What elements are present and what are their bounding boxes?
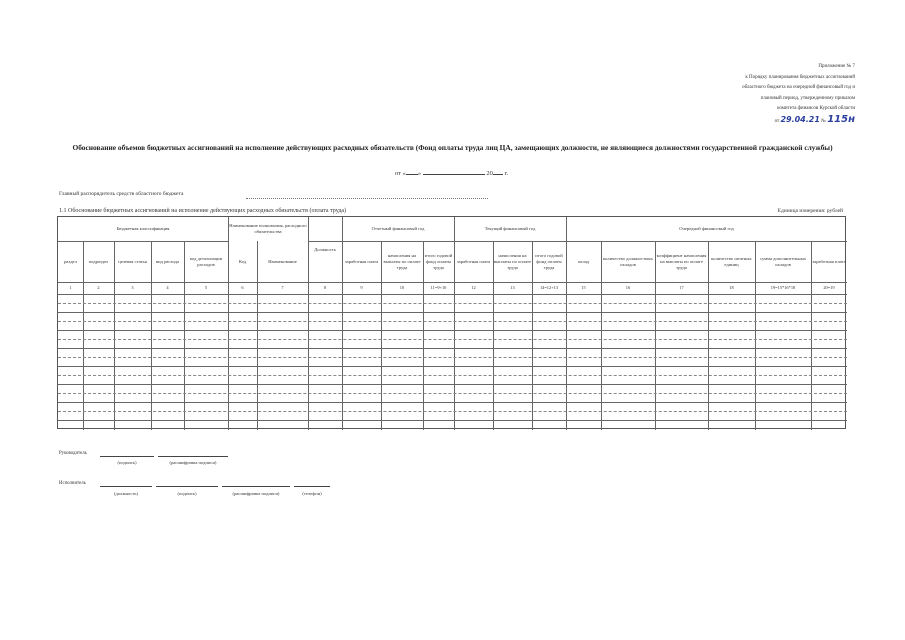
subheader-total-fund: итого годовой фонд оплаты труда [535, 252, 563, 270]
header-budget-classification: Бюджетная классификация [116, 226, 170, 231]
head-signature-caption: (подпись) [117, 460, 137, 465]
subheader-accruals: начисления на выплаты по оплате труда [493, 252, 532, 270]
grid-hline [58, 321, 847, 322]
head-name-caption: (расшифровка подписи) [169, 460, 217, 465]
column-number: 13 [510, 285, 515, 290]
header-current-year: Текущий финансовый год [484, 226, 536, 231]
column-number: 1 [69, 285, 72, 290]
column-number: 10 [399, 285, 405, 290]
subheader-salary: заработная плата [812, 258, 846, 264]
executor-position-caption: (должность) [113, 491, 139, 496]
manager-label: Главный распорядитель средств областного бюджета [59, 191, 184, 197]
grid-hline [58, 339, 847, 340]
executor-signature-line [156, 486, 218, 487]
header-position: Должность [314, 246, 336, 252]
approval-line: к Порядку планирования бюджетных ассигнований [745, 74, 855, 80]
column-number: 15 [581, 285, 586, 290]
subheader-name: Наименование [268, 258, 297, 264]
approval-line: Приложение № 7 [818, 64, 855, 69]
column-number: 16 [625, 285, 631, 290]
head-label: Руководитель [59, 451, 87, 456]
subheader-accrual-coefficient: коэффициент начисления на выплаты по оплате труда [656, 252, 707, 270]
grid-hline [58, 357, 847, 358]
executor-phone-caption: (телефон) [302, 491, 322, 496]
header-reporting-year: Отчетный финансовый год [371, 226, 425, 231]
subheader-base-salary: оклад [577, 258, 590, 264]
grid-hline [58, 375, 847, 376]
head-name-line [158, 456, 228, 457]
grid-hline [58, 348, 847, 349]
grid-hline [58, 402, 847, 403]
units-label: Единица измерения: рублей [777, 208, 843, 214]
subheader-additional-salaries: сумма дополнительных окладов [760, 255, 806, 267]
subheader-subsection: подраздел [88, 258, 109, 264]
column-number: 4 [166, 285, 169, 290]
head-signature-line [100, 456, 154, 457]
subheader-salary: заработная плата [456, 258, 491, 264]
approval-line: областного бюджета на очередной финансовый год и [742, 85, 855, 90]
header-obligation-name: Наименование полномочия, расходного обязательства [229, 223, 307, 234]
header-next-year: Очередной финансовый год [679, 226, 734, 231]
executor-label: Исполнитель [59, 481, 86, 486]
grid-hline [58, 366, 847, 367]
approval-line: комитета финансов Курской области [777, 106, 855, 111]
document-date-line [395, 168, 508, 177]
subheader-staff-units: количество штатных единиц [711, 255, 752, 267]
column-number: 11=9+10 [430, 285, 447, 290]
executor-signature-caption: (подпись) [177, 491, 197, 496]
subheader-code: Код [238, 258, 247, 264]
column-number: 3 [131, 285, 134, 290]
subheader-total-fund: итого годовой фонд оплаты труда [424, 252, 453, 270]
approval-date: 29.04.21 [780, 114, 820, 124]
column-number: 8 [323, 285, 327, 290]
approval-block [690, 62, 855, 127]
column-number: 17 [679, 285, 684, 290]
date-month-blank [423, 168, 485, 175]
subheader-section: раздел [64, 258, 77, 264]
grid-hline [58, 384, 847, 385]
grid-hline [58, 411, 847, 412]
date-year-blank [493, 168, 503, 175]
date-day-blank [406, 168, 418, 175]
subheader-salary: заработная плата [344, 258, 379, 264]
approval-number-prefix: № [821, 118, 826, 124]
grid-hline [58, 294, 847, 295]
grid-hline [58, 312, 847, 313]
column-number: 6 [241, 285, 244, 290]
column-number: 2 [97, 285, 100, 290]
section-title: 1.1 Обоснование бюджетных ассигнований на исполнение действующих расходных обязательств (оплата труда) [59, 208, 347, 214]
budget-table [57, 216, 846, 429]
approval-date-prefix: от [774, 118, 780, 124]
approval-line: плановый период, утвержденному приказом [760, 95, 855, 101]
column-number: 18 [729, 285, 734, 290]
executor-position-line [100, 486, 152, 487]
column-number: 14=12+13 [539, 285, 559, 290]
grid-hline [58, 330, 847, 331]
subheader-detail-code: код детализации расходов [189, 255, 223, 267]
column-number: 20=19 [823, 285, 835, 290]
column-number: 19=15*16*18 [770, 285, 796, 290]
approval-number: 115н [827, 113, 855, 125]
grid-hline [58, 420, 847, 421]
subheader-salary-count: количество должностных окладов [603, 255, 653, 267]
date-mid: » [417, 170, 422, 177]
subheader-expense-type: вид расхода [155, 258, 180, 264]
executor-name-line [222, 486, 290, 487]
manager-fill-line [246, 198, 488, 199]
date-year-prefix: 20 [486, 170, 493, 177]
document-title: Обоснование объемов бюджетных ассигнований на исполнение действующих расходных обязательств (Фонд оплаты труда лиц ЦА, замещающих должности, не являющиеся должностями государственной гражданской службы) [72, 143, 833, 152]
date-suffix: г. [504, 170, 509, 177]
grid-hline [58, 393, 847, 394]
column-number: 12 [471, 285, 476, 290]
executor-name-caption: (расшифровка подписи) [232, 491, 280, 496]
subheader-target-article: целевая статья [118, 258, 147, 264]
approval-date-row [690, 115, 855, 128]
column-number: 5 [204, 285, 208, 290]
grid-hline [58, 303, 847, 304]
column-number: 7 [281, 285, 284, 290]
date-prefix: от « [395, 170, 406, 177]
subheader-accruals: начисления на выплаты по оплате труда [383, 252, 421, 270]
column-number: 9 [360, 285, 363, 290]
executor-phone-line [294, 486, 330, 487]
